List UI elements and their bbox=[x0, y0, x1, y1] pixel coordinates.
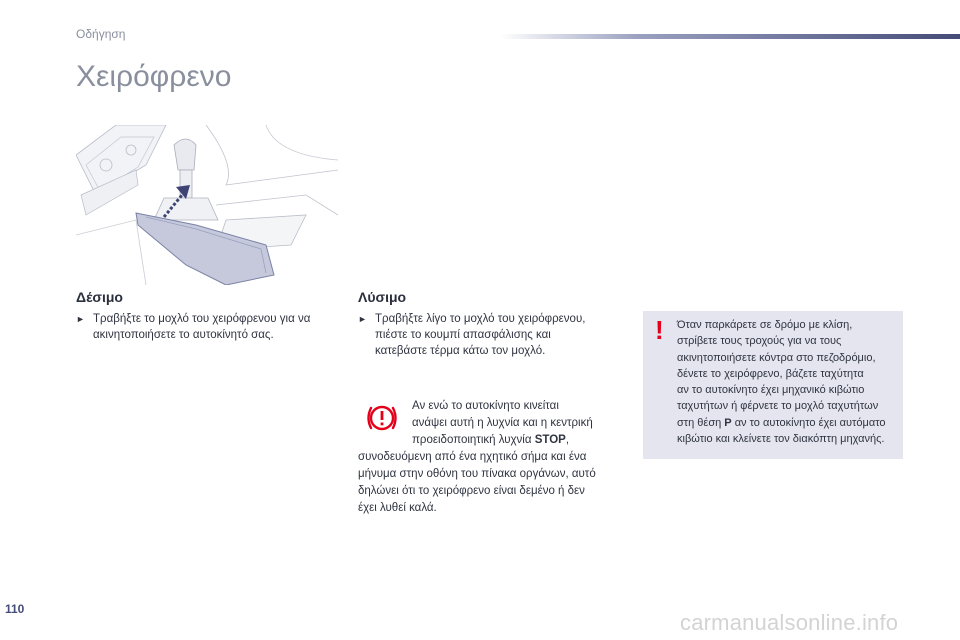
exclamation-icon: ! bbox=[655, 315, 664, 345]
note-line-5: αν το αυτοκίνητο έχει μηχανικό κιβώτιο bbox=[677, 384, 865, 397]
brake-warning-icon bbox=[364, 400, 400, 436]
header-bar bbox=[500, 34, 960, 39]
warning-line-2: ανάψει αυτή η λυχνία και η κεντρική bbox=[412, 417, 593, 429]
console-drawing bbox=[76, 125, 338, 285]
release-instruction bbox=[358, 311, 628, 359]
note-line-7-suffix: αν το αυτοκίνητο έχει αυτόματο bbox=[731, 416, 886, 429]
warning-line-3-suffix: , bbox=[565, 434, 570, 446]
bullet-arrow-icon: ► bbox=[76, 314, 85, 324]
release-line-1: Τραβήξτε λίγο το μοχλό του χειρόφρενου, bbox=[375, 313, 586, 325]
warning-line-7: έχει λυθεί καλά. bbox=[358, 502, 437, 514]
gear-p-label: P bbox=[724, 416, 732, 429]
parking-note-box bbox=[643, 311, 903, 459]
bullet-arrow-icon: ► bbox=[358, 314, 367, 324]
apply-line-2: ακινητοποιήσετε το αυτοκίνητό σας. bbox=[93, 329, 274, 341]
handbrake-illustration bbox=[76, 125, 338, 285]
note-line-6: ταχυτήτων ή φέρνετε το μοχλό ταχυτήτων bbox=[677, 400, 879, 413]
note-line-3: ακινητοποιήσετε κόντρα στο πεζοδρόμιο, bbox=[677, 351, 876, 364]
section-header: Οδήγηση bbox=[76, 27, 126, 41]
warning-line-5: μήνυμα στην οθόνη του πίνακα οργάνων, αυτό bbox=[358, 468, 596, 480]
note-line-4: δένετε το χειρόφρενο, βάζετε ταχύτητα bbox=[677, 367, 864, 380]
apply-instruction bbox=[76, 311, 346, 343]
page-title: Χειρόφρενο bbox=[76, 60, 232, 93]
warning-line-1: Αν ενώ το αυτοκίνητο κινείται bbox=[412, 400, 559, 412]
page-number: 110 bbox=[5, 602, 25, 616]
note-line-7-prefix: στη θέση bbox=[677, 416, 725, 429]
note-line-2: στρίβετε τους τροχούς για να τους bbox=[677, 335, 842, 348]
brake-warning-text bbox=[358, 398, 620, 517]
note-line-8: κιβώτιο και κλείνετε τον διακόπτη μηχανής. bbox=[677, 433, 885, 446]
note-line-1: Όταν παρκάρετε σε δρόμο με κλίση, bbox=[677, 319, 853, 331]
stop-label: STOP bbox=[534, 434, 566, 446]
apply-line-1: Τραβήξτε το μοχλό του χειρόφρενου για να bbox=[93, 313, 311, 325]
release-title: Λύσιμο bbox=[358, 289, 407, 305]
watermark: carmanualsonline.info bbox=[680, 610, 899, 635]
warning-line-6: δηλώνει ότι το χειρόφρενο είναι δεμένο ή δεν bbox=[358, 485, 585, 497]
warning-line-4: συνοδευόμενη από ένα ηχητικό σήμα και ένα bbox=[358, 451, 587, 463]
warning-line-3-prefix: προειδοποιητική λυχνία bbox=[412, 434, 535, 446]
apply-title: Δέσιμο bbox=[76, 289, 123, 305]
note-line-7 bbox=[677, 415, 897, 431]
release-line-2: πιέστε το κουμπί απασφάλισης και bbox=[375, 329, 551, 341]
release-line-3: κατεβάστε τέρμα κάτω τον μοχλό. bbox=[375, 345, 546, 357]
